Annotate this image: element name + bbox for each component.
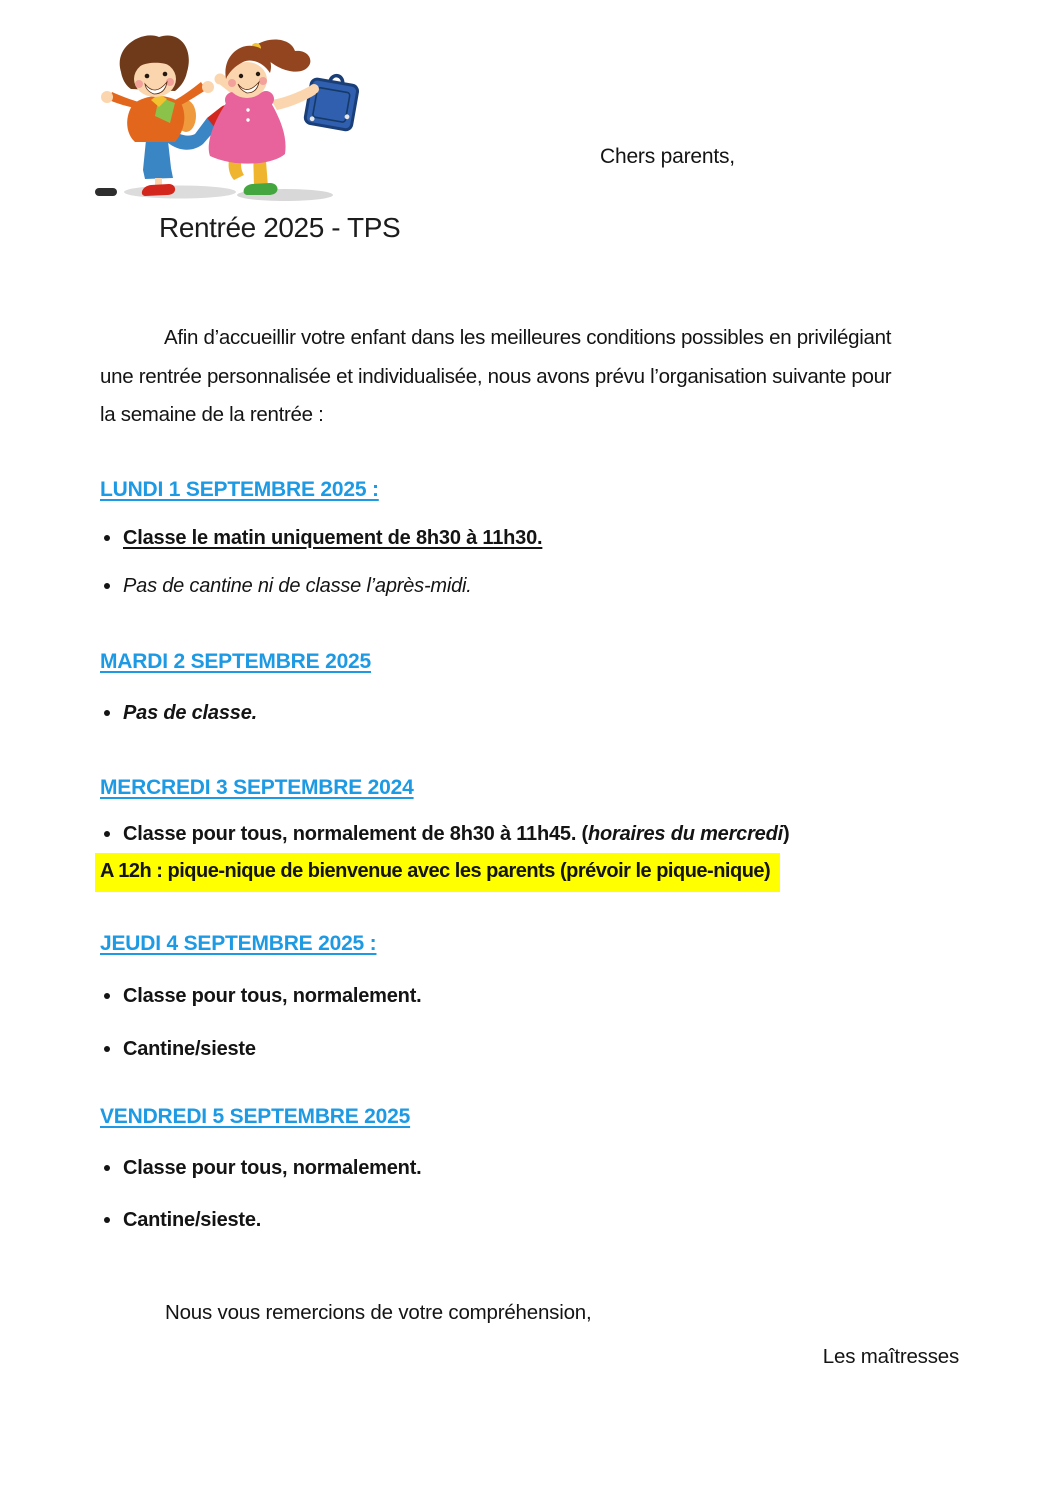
bullet-icon xyxy=(104,1046,110,1052)
day-heading-mardi: MARDI 2 SEPTEMBRE 2025 xyxy=(100,650,372,673)
closing-text: Nous vous remercions de votre compréhension, xyxy=(165,1301,592,1324)
bullet-text: Pas de cantine ni de classe l’après-midi. xyxy=(123,575,472,597)
children-illustration xyxy=(95,30,373,202)
list-item xyxy=(104,823,789,846)
bullet-text: Cantine/sieste xyxy=(123,1038,256,1060)
bullet-text: Pas de classe. xyxy=(123,702,257,724)
page-title: Rentrée 2025 - TPS xyxy=(159,212,401,243)
bullet-text: Cantine/sieste. xyxy=(123,1209,262,1231)
bullet-icon xyxy=(104,583,110,589)
bullet-icon xyxy=(104,710,110,716)
list-item xyxy=(104,1038,256,1061)
bullet-text: Classe pour tous, normalement. xyxy=(123,985,422,1007)
bullet-icon xyxy=(104,535,110,541)
bullet-text: Classe le matin uniquement de 8h30 à 11h30. xyxy=(123,527,543,549)
intro-paragraph xyxy=(100,326,966,442)
bullet-icon xyxy=(104,1217,110,1223)
bullet-icon xyxy=(104,1165,110,1171)
intro-line: une rentrée personnalisée et individualisée, nous avons prévu l’organisation suivante pour xyxy=(100,364,892,388)
day-heading-mercredi: MERCREDI 3 SEPTEMBRE 2024 xyxy=(100,776,414,799)
day-heading-jeudi: JEUDI 4 SEPTEMBRE 2025 : xyxy=(100,932,377,955)
intro-line: Afin d’accueillir votre enfant dans les meilleures conditions possibles en privilégiant xyxy=(164,326,892,349)
list-item xyxy=(104,527,542,550)
list-item xyxy=(104,1157,422,1180)
greeting: Chers parents, xyxy=(600,145,735,168)
highlight-note: A 12h : pique-nique de bienvenue avec les parents (prévoir le pique-nique) xyxy=(95,853,780,892)
list-item xyxy=(104,702,257,725)
day-heading-lundi: LUNDI 1 SEPTEMBRE 2025 : xyxy=(100,478,379,501)
bullet-icon xyxy=(104,993,110,999)
intro-line: la semaine de la rentrée : xyxy=(100,403,324,426)
signature-text: Les maîtresses xyxy=(822,1345,959,1368)
list-item xyxy=(104,985,422,1008)
day-heading-vendredi: VENDREDI 5 SEPTEMBRE 2025 xyxy=(100,1105,411,1128)
bullet-icon xyxy=(104,831,110,837)
list-item xyxy=(104,1209,261,1232)
bullet-text: Classe pour tous, normalement. xyxy=(123,1157,422,1179)
list-item xyxy=(104,575,472,598)
bullet-text: Classe pour tous, normalement de 8h30 à 11h45. (horaires du mercredi) xyxy=(123,823,790,845)
